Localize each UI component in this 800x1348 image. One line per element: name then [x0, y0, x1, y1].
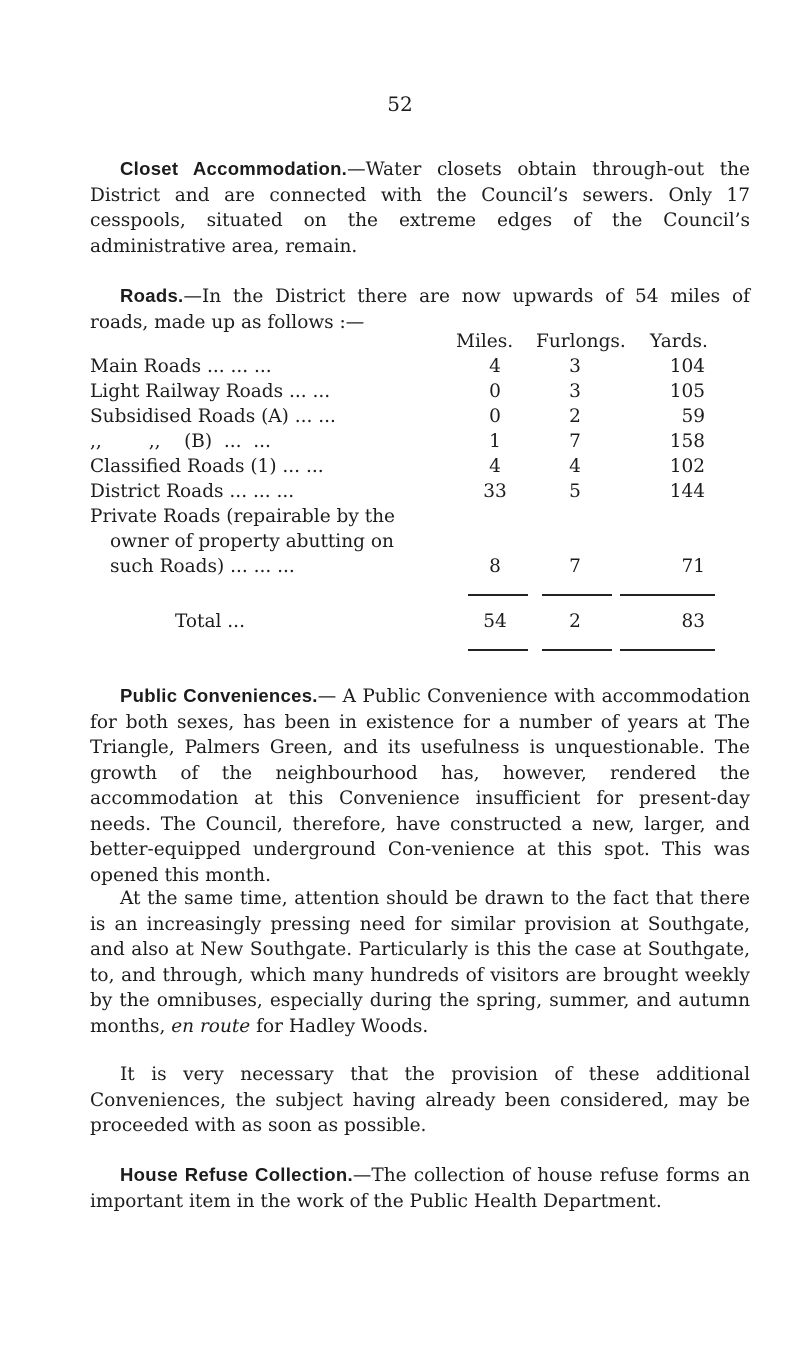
column-header-furlongs: Furlongs.	[536, 331, 626, 352]
row-furlongs: 3	[569, 356, 581, 377]
row-label: Subsidised Roads (A) ... ...	[90, 406, 336, 427]
row-miles: 4	[489, 456, 501, 477]
row-furlongs: 4	[569, 456, 581, 477]
total-row	[90, 611, 750, 636]
total-rule-yards	[620, 594, 715, 596]
row-yards: 144	[669, 481, 705, 502]
row-miles: 4	[489, 356, 501, 377]
table-row	[90, 356, 750, 381]
table-row	[90, 431, 750, 456]
public-conveniences-text: — A Public Convenience with accommodation for both sexes, has been in existence for a number of years at The Triangle, Palmers Green, and its usefulness is unquestionable. The growth of the neighbourhood has, however, rendered the accommodation at this Convenience insufficient for present-day needs. The Council, therefore, have constructed a new, larger, and better-equipped underground Con-venience at this spot. This was opened this month.	[90, 686, 750, 886]
row-yards: 71	[681, 556, 705, 577]
private-roads-line-2	[90, 531, 750, 556]
row-furlongs: 7	[569, 556, 581, 577]
column-header-yards: Yards.	[650, 331, 708, 352]
roads-intro-paragraph	[90, 283, 750, 335]
column-header-miles: Miles.	[456, 331, 514, 352]
southgate-text: At the same time, attention should be drawn to the fact that there is an increasingly pressing need for similar provision at Southgate, and also at New Southgate. Particularly is this the case at Southgate, to, and through, which many hundreds of visitors are brought weekly by the omnibuses, especially during the spring, summer, and autumn months,	[90, 888, 750, 1037]
row-label: Main Roads ... ... ...	[90, 356, 272, 377]
roads-intro-text: —In the District there are now upwards of 54 miles of roads, made up as follows :—	[90, 286, 750, 333]
house-refuse-heading: House Refuse Collection.	[120, 1164, 353, 1185]
private-roads-line-1	[90, 506, 750, 531]
table-row	[90, 406, 750, 431]
row-furlongs: 5	[569, 481, 581, 502]
row-miles: 0	[489, 406, 501, 427]
total-rule-miles	[468, 594, 528, 596]
en-route-text: en route	[171, 1015, 251, 1037]
row-label: Light Railway Roads ... ...	[90, 381, 331, 402]
table-row	[90, 481, 750, 506]
row-label: District Roads ... ... ...	[90, 481, 295, 502]
page-number: 52	[387, 92, 413, 116]
roads-heading: Roads.	[120, 285, 184, 306]
row-label: owner of property abutting on	[110, 531, 394, 552]
row-furlongs: 3	[569, 381, 581, 402]
row-miles: 0	[489, 381, 501, 402]
total-furlongs: 2	[569, 611, 581, 632]
row-yards: 59	[681, 406, 705, 427]
table-row	[90, 381, 750, 406]
total-underline-miles	[468, 649, 528, 651]
public-conveniences-paragraph	[90, 683, 750, 888]
public-conveniences-heading: Public Conveniences.	[120, 685, 318, 706]
provision-paragraph	[90, 1062, 750, 1139]
row-label: ,, ,, (B) ... ...	[90, 431, 271, 452]
southgate-text-end: for Hadley Woods.	[256, 1015, 429, 1037]
closet-heading: Closet Accommodation.	[120, 158, 348, 179]
table-row	[90, 456, 750, 481]
private-roads-line-3	[90, 556, 750, 581]
row-furlongs: 2	[569, 406, 581, 427]
closet-text: —Water closets obtain through-out the District and are connected with the Council’s sewers. Only 17 cesspools, situated on the extreme edges of the Council’s administrative area, remain.	[90, 159, 750, 257]
total-miles: 54	[483, 611, 507, 632]
row-yards: 102	[669, 456, 705, 477]
row-yards: 105	[669, 381, 705, 402]
total-underline-yards	[620, 649, 715, 651]
row-miles: 33	[483, 481, 507, 502]
row-yards: 104	[669, 356, 705, 377]
row-yards: 158	[669, 431, 705, 452]
total-rule-furlongs	[542, 594, 612, 596]
total-yards: 83	[681, 611, 705, 632]
row-label: Classified Roads (1) ... ...	[90, 456, 324, 477]
house-refuse-paragraph	[90, 1162, 750, 1214]
closet-paragraph	[90, 156, 750, 259]
row-label: such Roads) ... ... ...	[110, 556, 295, 577]
row-label: Private Roads (repairable by the	[90, 506, 395, 527]
house-refuse-text: —The collection of house refuse forms an important item in the work of the Public Health Department.	[90, 1165, 750, 1212]
total-label: Total ...	[175, 611, 245, 632]
row-furlongs: 7	[569, 431, 581, 452]
southgate-paragraph	[90, 886, 750, 1039]
row-miles: 1	[489, 431, 501, 452]
total-underline-furlongs	[542, 649, 612, 651]
provision-text: It is very necessary that the provision of these additional Conveniences, the subject having already been considered, may be proceeded with as soon as possible.	[90, 1064, 750, 1136]
row-miles: 8	[489, 556, 501, 577]
